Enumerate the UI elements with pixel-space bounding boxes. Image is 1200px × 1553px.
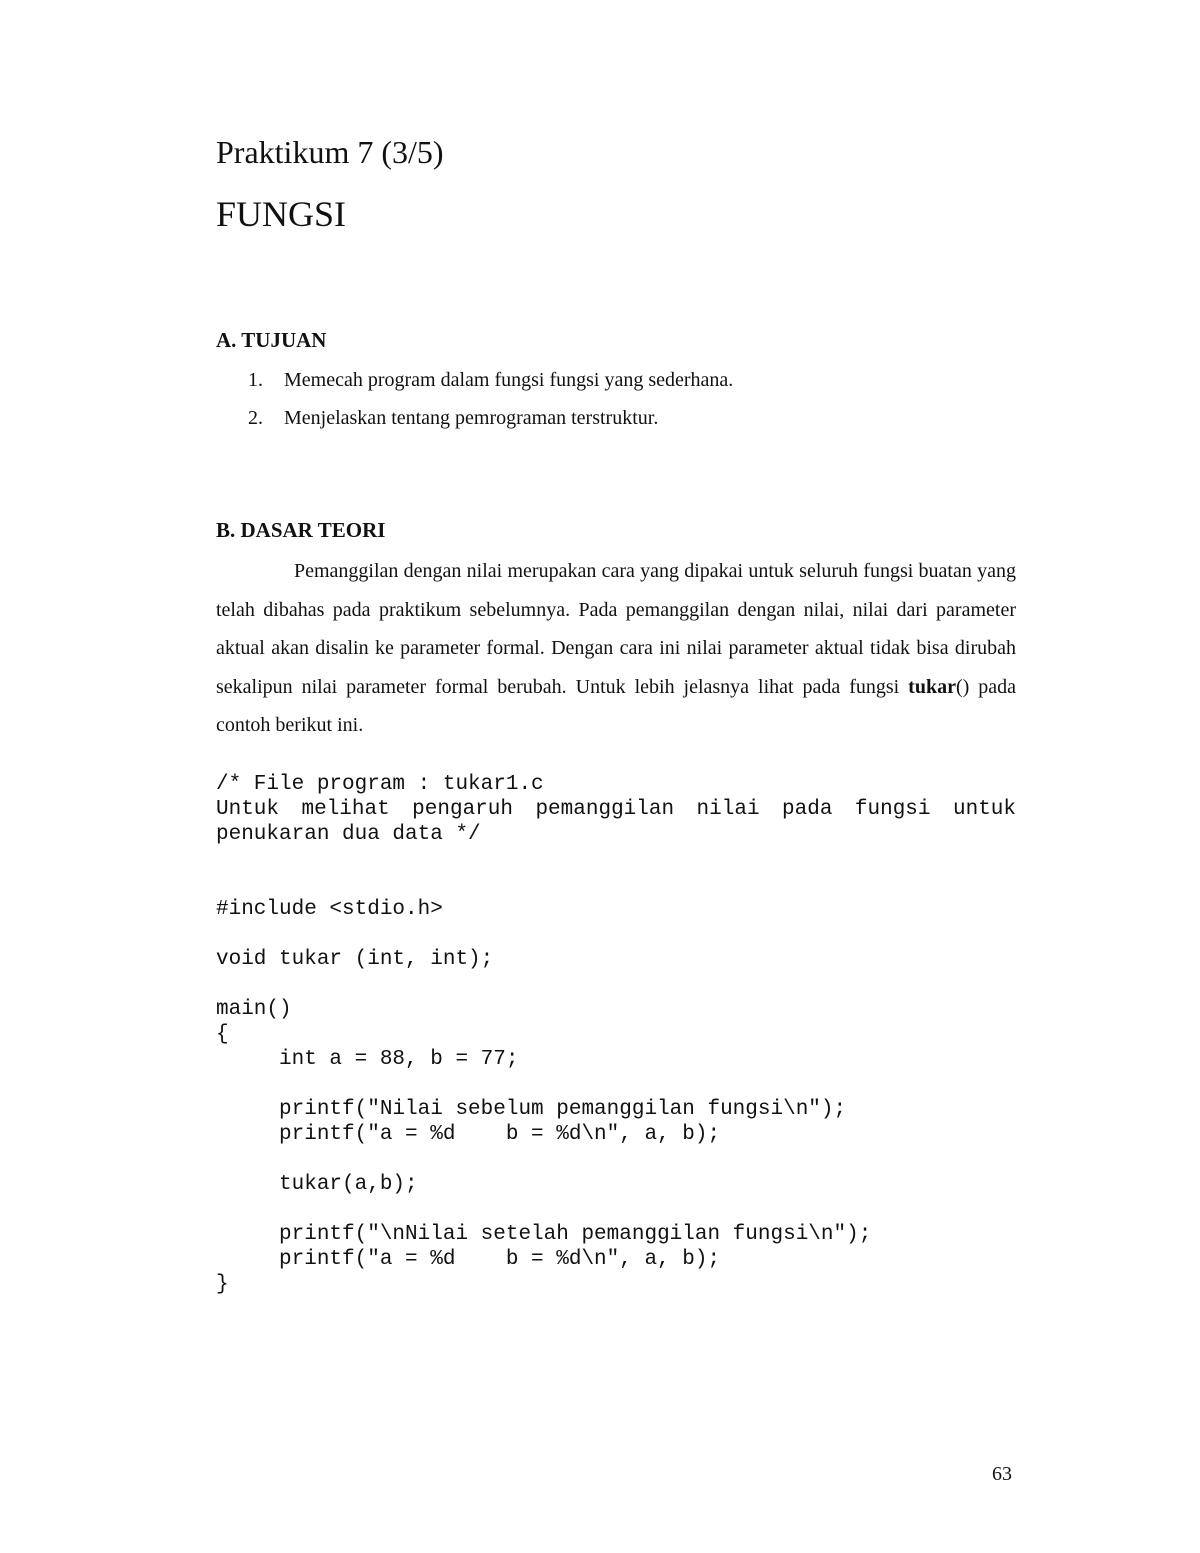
objectives-list bbox=[248, 366, 733, 442]
section-heading-dasar-teori: B. DASAR TEORI bbox=[216, 518, 386, 542]
page-title: Praktikum 7 (3/5) bbox=[216, 134, 444, 170]
function-name-emphasis: tukar bbox=[908, 675, 956, 698]
code-line: penukaran dua data */ bbox=[216, 823, 481, 846]
code-line: { bbox=[216, 1023, 229, 1046]
code-line: int a = 88, b = 77; bbox=[216, 1048, 519, 1071]
theory-paragraph bbox=[216, 552, 1016, 745]
code-line bbox=[216, 872, 1016, 897]
code-line bbox=[216, 847, 1016, 872]
paragraph-text-end: () pada contoh berikut ini. bbox=[216, 675, 1016, 736]
code-line: /* File program : tukar1.c bbox=[216, 773, 544, 796]
paragraph-text: Pemanggilan dengan nilai merupakan cara yang dipakai untuk seluruh fungsi buatan yang telah dibahas pada praktikum sebelumnya. Pada pemanggilan dengan nilai, nilai dari parameter aktual akan disalin ke parameter formal. Dengan cara ini nilai parameter aktual tidak bisa dirubah sekalipun nilai parameter formal berubah. Untuk lebih jelasnya lihat pada fungsi bbox=[216, 560, 1016, 698]
code-line bbox=[216, 1197, 1016, 1222]
section-heading-tujuan: A. TUJUAN bbox=[216, 328, 327, 352]
code-line: } bbox=[216, 1273, 229, 1296]
list-item-number: 2. bbox=[248, 407, 263, 429]
code-line: void tukar (int, int); bbox=[216, 948, 494, 971]
code-line bbox=[216, 972, 1016, 997]
code-line bbox=[216, 1147, 1016, 1172]
code-line: printf("Nilai sebelum pemanggilan fungsi\n"); bbox=[216, 1098, 847, 1121]
list-item-text: Menjelaskan tentang pemrograman terstruktur. bbox=[284, 407, 659, 429]
code-line bbox=[216, 1072, 1016, 1097]
chapter-title: FUNGSI bbox=[216, 194, 347, 234]
list-item bbox=[248, 366, 733, 404]
list-item-number: 1. bbox=[248, 369, 263, 391]
code-line: printf("\nNilai setelah pemanggilan fungsi\n"); bbox=[216, 1223, 872, 1246]
page-number: 63 bbox=[992, 1463, 1012, 1485]
code-line: printf("a = %d b = %d\n", a, b); bbox=[216, 1248, 721, 1271]
code-line: tukar(a,b); bbox=[216, 1173, 418, 1196]
list-item bbox=[248, 404, 733, 442]
code-listing bbox=[216, 772, 1016, 1297]
list-item-text: Memecah program dalam fungsi fungsi yang sederhana. bbox=[284, 369, 734, 391]
code-line: Untuk melihat pengaruh pemanggilan nilai pada fungsi untuk bbox=[216, 798, 1016, 821]
code-line: #include <stdio.h> bbox=[216, 898, 443, 921]
code-line: printf("a = %d b = %d\n", a, b); bbox=[216, 1123, 721, 1146]
code-line: main() bbox=[216, 998, 292, 1021]
code-line bbox=[216, 922, 1016, 947]
